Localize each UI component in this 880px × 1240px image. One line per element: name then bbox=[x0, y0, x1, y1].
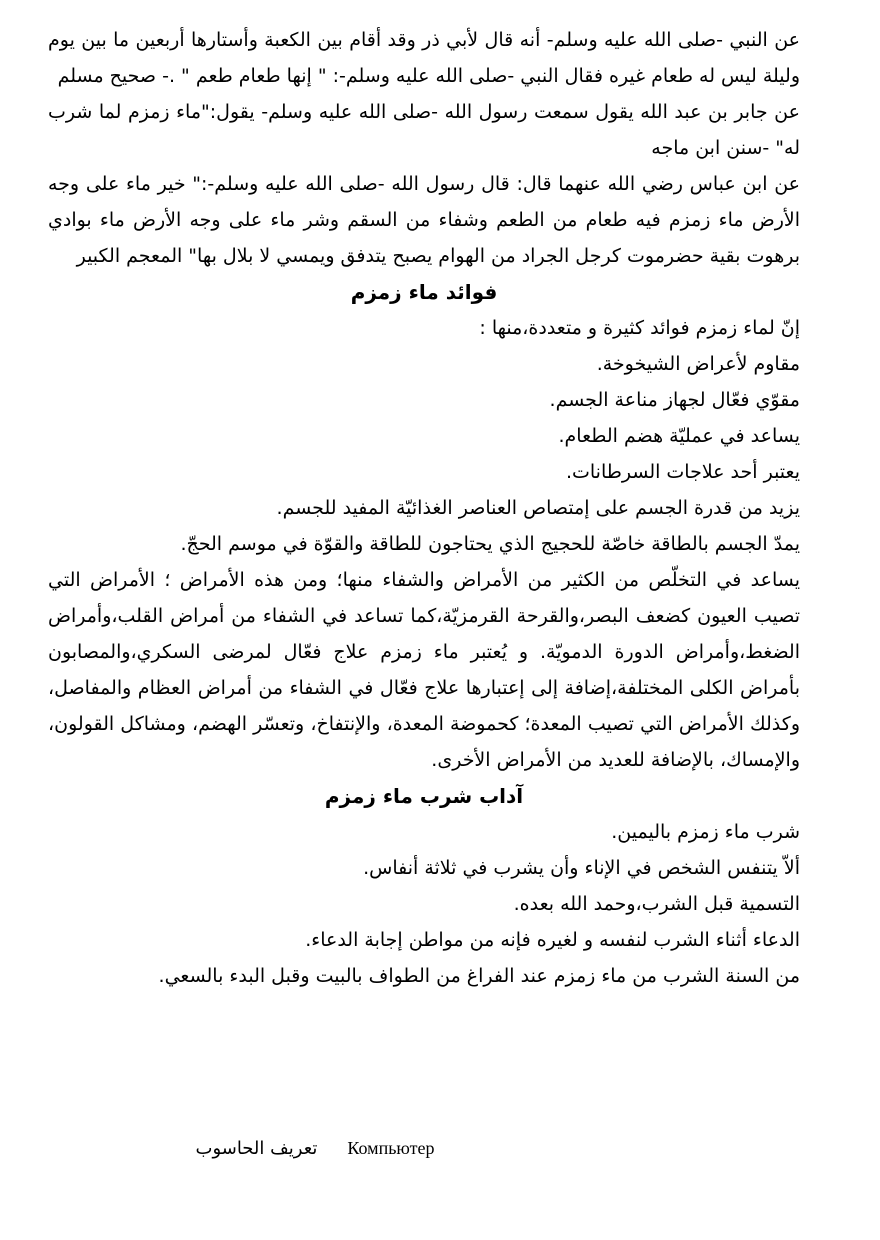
footer bbox=[0, 1130, 880, 1166]
list-item: التسمية قبل الشرب،وحمد الله بعده. bbox=[513, 893, 800, 915]
list-item: مقوّي فعّال لجهاز مناعة الجسم. bbox=[549, 389, 800, 411]
benefits-heading: فوائد ماء زمزم bbox=[350, 280, 498, 304]
list-item: يساعد في عمليّة هضم الطعام. bbox=[558, 425, 800, 447]
list-item: يمدّ الجسم بالطاقة خاصّة للحجيج الذي يحتاجون للطاقة والقوّة في موسم الحجّ. bbox=[180, 533, 800, 555]
list-item: الدعاء أثناء الشرب لنفسه و لغيره فإنه من مواطن إجابة الدعاء. bbox=[305, 929, 800, 951]
etiquette-heading: آداب شرب ماء زمزم bbox=[324, 784, 524, 808]
list-item: يعتبر أحد علاجات السرطانات. bbox=[565, 461, 800, 483]
list-item: شرب ماء زمزم باليمين. bbox=[611, 821, 800, 843]
list-item: من السنة الشرب من ماء زمزم عند الفراغ من الطواف بالبيت وقبل البدء بالسعي. bbox=[158, 965, 800, 987]
document-page bbox=[48, 22, 800, 994]
benefits-long-paragraph: يساعد في التخلّص من الكثير من الأمراض والشفاء منها؛ ومن هذه الأمراض ؛ الأمراض التي تصيب العيون كضعف البصر،والقرحة القرمزيّة،كما تساعد في الشفاء من أمراض القلب،وأمراض الضغط،وأمراض الدورة الدمويّة. و يُعتبر ماء زمزم علاج فعّال لمرضى السكري،والمصابون بأمراض الكلى المختلفة،إضافة إلى إعتبارها علاج فعّال في الشفاء من أمراض العظام والمفاصل، وكذلك الأمراض التي تصيب المعدة؛ كحموضة المعدة، والإنتفاخ، وتعسّر الهضم، ومشاكل القولون، والإمساك، بالإضافة للعديد من الأمراض الأخرى. bbox=[48, 569, 800, 771]
list-item: ألاّ يتنفس الشخص في الإناء وأن يشرب في ثلاثة أنفاس. bbox=[363, 857, 800, 879]
hadith-paragraph-1: عن النبي -صلى الله عليه وسلم- أنه قال لأبي ذر وقد أقام بين الكعبة وأستارها أربعين ما بين يوم وليلة ليس له طعام غيره فقال النبي -صلى الله عليه وسلم-: " إنها طعام طعم " .- صحيح مسلم bbox=[48, 29, 800, 87]
benefits-intro: إنّ لماء زمزم فوائد كثيرة و متعددة،منها : bbox=[479, 317, 800, 339]
hadith-paragraph-3: عن ابن عباس رضي الله عنهما قال: قال رسول الله -صلى الله عليه وسلم-:" خير ماء على وجه الأرض ماء زمزم فيه طعام من الطعم وشفاء من السقم وشر ماء على وجه الأرض ماء بوادي برهوت بقية حضرموت كرجل الجراد من الهوام يصبح يتدفق ويمسي لا بلال بها" المعجم الكبير bbox=[48, 173, 800, 267]
footer-arabic-text: تعريف الحاسوب bbox=[195, 1138, 318, 1159]
list-item: يزيد من قدرة الجسم على إمتصاص العناصر الغذائيّة المفيد للجسم. bbox=[276, 497, 800, 519]
etiquette-list bbox=[48, 814, 800, 994]
footer-line bbox=[166, 1130, 435, 1167]
footer-russian-text: Компьютер bbox=[347, 1138, 435, 1158]
benefits-list bbox=[48, 346, 800, 562]
list-item: مقاوم لأعراض الشيخوخة. bbox=[596, 353, 800, 375]
hadith-paragraph-2: عن جابر بن عبد الله يقول سمعت رسول الله -صلى الله عليه وسلم- يقول:"ماء زمزم لما شرب له" -سنن ابن ماجه bbox=[48, 101, 800, 159]
